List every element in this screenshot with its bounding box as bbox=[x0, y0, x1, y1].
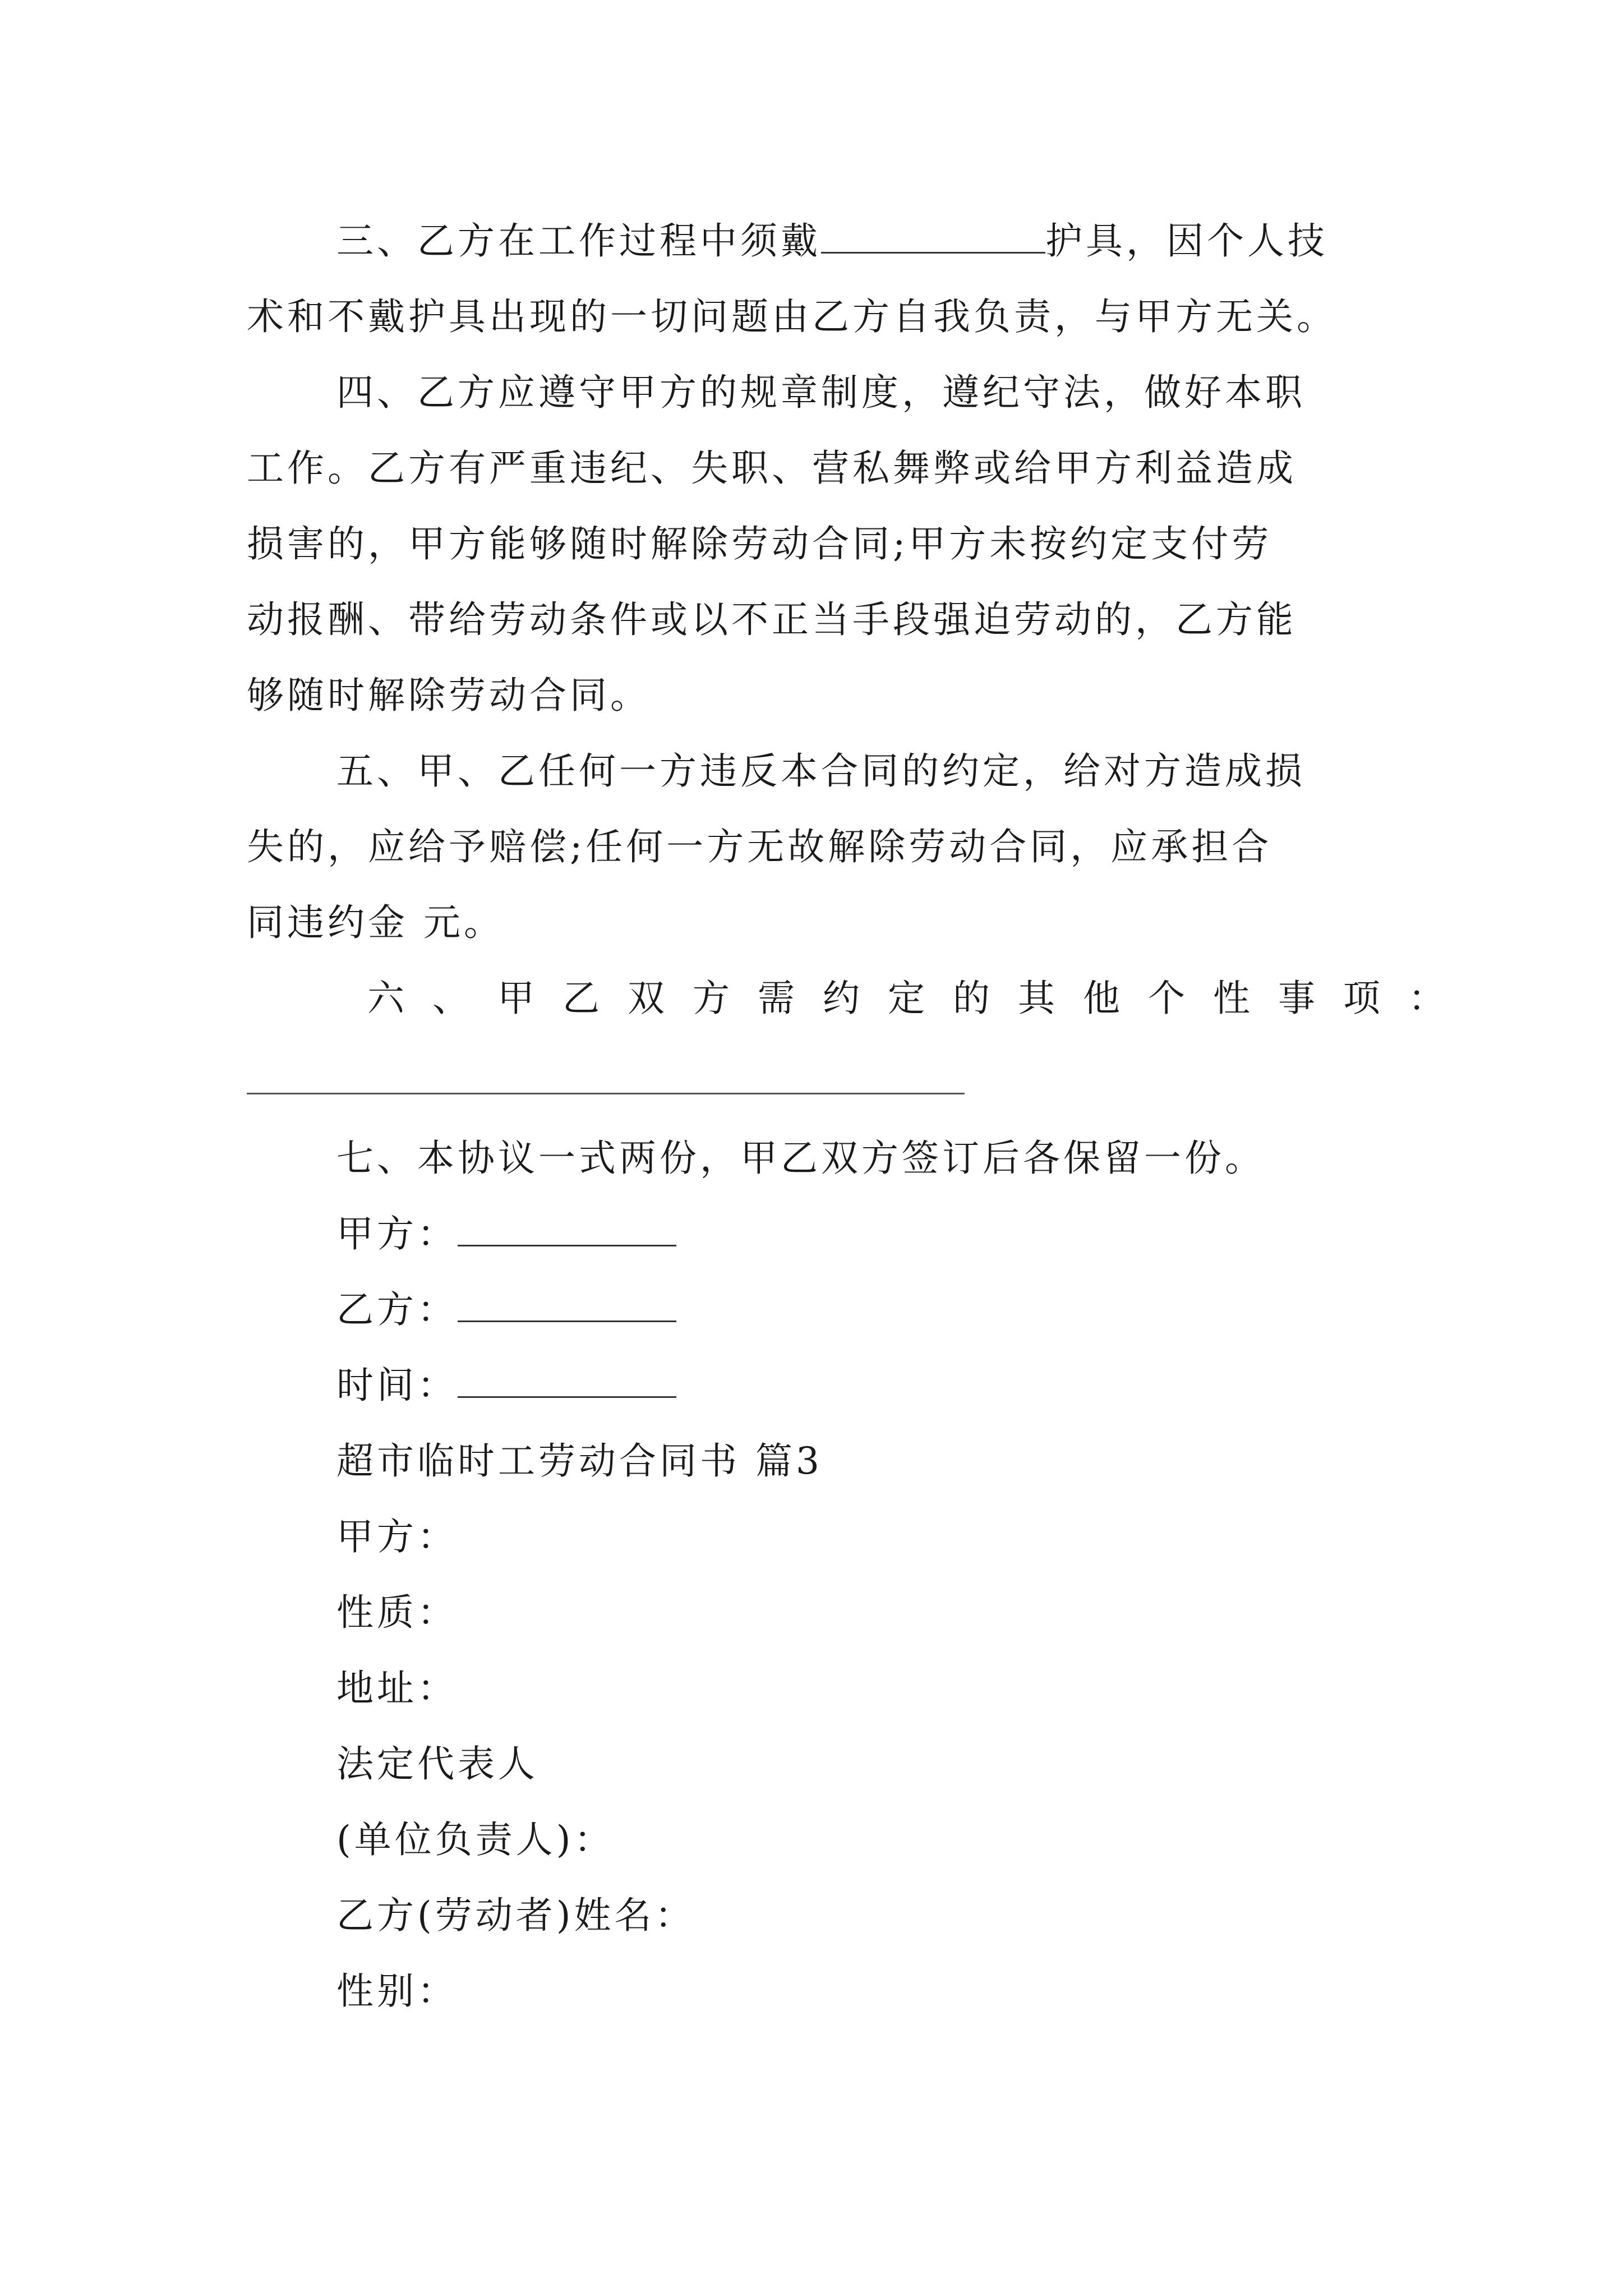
section-3-gender: 性别： bbox=[336, 1970, 458, 2013]
signature-date-blank bbox=[458, 1363, 676, 1398]
clause-4-line-2: 工作。乙方有严重违纪、失职、营私舞弊或给甲方利益造成 bbox=[247, 447, 1297, 490]
section-3-nature: 性质： bbox=[336, 1591, 458, 1634]
clause-4-line-1: 四、乙方应遵守甲方的规章制度，遵纪守法，做好本职 bbox=[336, 371, 1306, 414]
clause-6: 六、甲乙双方需约定的其他个性事项： bbox=[367, 977, 1473, 1020]
clause-4-line-3: 损害的，甲方能够随时解除劳动合同;甲方未按约定支付劳 bbox=[247, 522, 1272, 565]
signature-party-a-blank bbox=[458, 1211, 676, 1246]
signature-party-b-blank bbox=[458, 1287, 676, 1322]
signature-party-b bbox=[336, 1285, 676, 1335]
signature-party-a bbox=[336, 1209, 676, 1259]
section-3-address: 地址： bbox=[336, 1667, 458, 1710]
signature-date bbox=[336, 1360, 676, 1411]
section-3-legal-rep: 法定代表人 bbox=[336, 1742, 538, 1786]
section-3-party-a: 甲方： bbox=[336, 1515, 458, 1558]
clause-3-text-post: 护具，因个人技 bbox=[1045, 219, 1328, 263]
section-3-title: 超市临时工劳动合同书 篇3 bbox=[336, 1439, 823, 1483]
signature-date-label: 时间： bbox=[336, 1364, 458, 1407]
clause-4-line-5: 够随时解除劳动合同。 bbox=[247, 674, 651, 717]
clause-5-line-2: 失的，应给予赔偿;任何一方无故解除劳动合同，应承担合 bbox=[247, 825, 1272, 868]
clause-3-text-pre: 三、乙方在工作过程中须戴 bbox=[336, 219, 821, 263]
clause-3-line-1 bbox=[336, 216, 1328, 266]
clause-3-line-2: 术和不戴护具出现的一切问题由乙方自我负责，与甲方无关。 bbox=[247, 295, 1337, 338]
clause-5-line-1: 五、甲、乙任何一方违反本合同的约定，给对方造成损 bbox=[336, 749, 1306, 793]
clause-4-line-4: 动报酬、带给劳动条件或以不正当手段强迫劳动的，乙方能 bbox=[247, 598, 1297, 641]
clause-6-blank-rule bbox=[247, 1093, 965, 1094]
clause-3-blank bbox=[821, 218, 1045, 254]
signature-party-b-label: 乙方： bbox=[336, 1288, 458, 1331]
section-3-party-b-name: 乙方(劳动者)姓名： bbox=[336, 1894, 695, 1937]
clause-7: 七、本协议一式两份，甲乙双方签订后各保留一份。 bbox=[336, 1137, 1265, 1180]
signature-party-a-label: 甲方： bbox=[336, 1212, 458, 1255]
section-3-unit-head: (单位负责人)： bbox=[336, 1818, 615, 1861]
clause-5-line-3: 同违约金 元。 bbox=[247, 901, 504, 944]
